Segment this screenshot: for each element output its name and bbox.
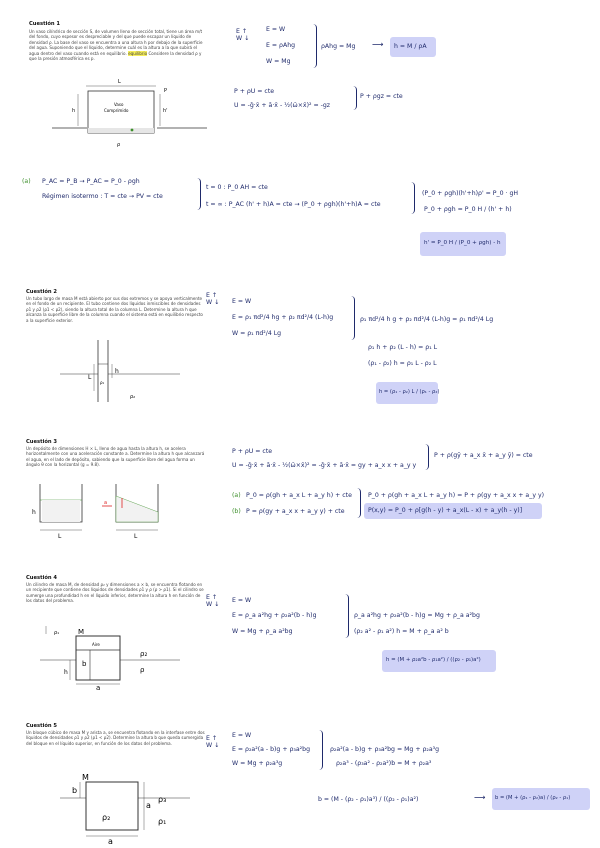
q5-arrow-label: E ↑ W ↓ — [206, 735, 220, 749]
q4-figure — [40, 624, 180, 690]
q5-brace — [318, 730, 323, 770]
q1-fig-vaso: Vaso — [114, 102, 124, 107]
q2-fig-h: h — [115, 368, 119, 375]
q3-p1: P + ρU = cte — [232, 448, 273, 455]
q4-fig-rho1: ρ₁ — [54, 630, 60, 636]
q1b-c1: t = 0 : P_0 AH = cte — [206, 184, 268, 191]
q2-result-box — [376, 382, 438, 404]
q1-title: Cuestión 1 — [29, 21, 61, 27]
q1-result: h = M / ρA — [394, 43, 427, 50]
q4-eq2: E = ρ_a a²hg + ρ₂a²(b - h)g — [232, 612, 317, 619]
q3-brace — [424, 444, 429, 470]
q5-result-box — [492, 788, 590, 810]
q4-arrow-label: E ↑ W ↓ — [206, 594, 220, 608]
q5-r2: ρ₂a³ - (ρ₃a² - ρ₂a²)b = M + ρ₂a³ — [336, 760, 432, 767]
q1b-l1: P_AC = P_B → P_AC = P_0 - ρgh — [42, 178, 140, 185]
q4-r2: (ρ₂ a² - ρ₁ a²) h = M + ρ_a a² b — [354, 628, 449, 635]
q3-title: Cuestión 3 — [26, 439, 58, 445]
q2-statement: Un tubo largo de masa M está abierto por sus dos extremos y se apoya verticalmente en el fondo de un recipiente. El tubo contiene dos líquidos inmiscibles de densidades ρ1 y ρ2 (ρ1 < ρ2), siendo la altura total de la columna L. Determine la altura h que alcanza la superficie libre de la columna cuando el sistema está en equilibrio respecto a la superficie exterior. — [26, 296, 203, 323]
q4-result-box — [382, 650, 496, 672]
q1-fig-h: h — [72, 108, 76, 114]
q4-fig-b: b — [82, 660, 87, 668]
q2-fig-p2: ρ₂ — [130, 394, 136, 400]
q4-fig-a: a — [96, 684, 101, 690]
q1-fig-rho: ρ — [117, 142, 121, 148]
q1-result-box — [390, 37, 436, 57]
q4-result: h = (M + ρ₂a²b - ρ₁a²) / ((ρ₂ - ρ₁)a²) — [386, 657, 481, 663]
q3-figure — [30, 478, 200, 540]
q2-r1: ρ₁ πd²/4 h g + ρ₂ πd²/4 (L-h)g = ρ₁ πd²/4 Lg — [360, 316, 494, 323]
q1-figure — [52, 76, 212, 154]
q1-arrow: ⟶ — [372, 40, 384, 49]
q1b-brace1 — [196, 178, 201, 210]
q3-a-eq: P_0 = ρ(gh + a_x L + a_y h) + cte — [246, 492, 352, 499]
q1-arrow-label: E ↑ W ↓ — [236, 28, 250, 42]
q4-r1: ρ_a a²hg + ρ₂a²(b - h)g = Mg + ρ_a a²bg — [354, 612, 480, 619]
q1-brace2 — [352, 86, 357, 110]
q1b-c2: t = ∞ : P_AC (h' + h)A = cte → (P_0 + ρgh)(h'+h)A = cte — [206, 201, 381, 208]
q1-eq3: W = Mg — [266, 58, 291, 65]
q1-fig-comp: Comprimido — [104, 108, 129, 113]
q1b-result-box — [420, 232, 506, 256]
q3-brace2 — [356, 488, 361, 518]
q2-arrow-label: E ↑ W ↓ — [206, 292, 220, 306]
q3-a-label: (a) — [232, 492, 241, 499]
q5-figure — [60, 768, 190, 844]
q3-fig-a: a — [104, 500, 108, 506]
q5-eq2: E = ρ₂a²(a - b)g + ρ₃a²bg — [232, 746, 311, 753]
q4-statement: Un cilindro de masa M, de densidad ρ₂ y dimensiones a × b, se encuentra flotando en un recipiente que contiene dos líquidos de densidades ρ1 y ρ (ρ > ρ1). Si el cilindro se sumerge una profundidad h en el líquido inferior, determine la altura h en función de los datos del problema. — [26, 582, 204, 604]
q5-mid: b = (M - (ρ₂ - ρ₁)a³) / ((ρ₂ - ρ₁)a²) — [318, 796, 419, 803]
q4-brace — [344, 594, 349, 638]
q4-fig-rho: ρ — [140, 666, 145, 674]
q5-eq3: W = Mg + ρ₂a³g — [232, 760, 283, 767]
q3-result-box — [364, 503, 542, 519]
q3-rhs: P + ρ(gȳ + a_x x̄ + a_y ȳ) = cte — [434, 452, 533, 459]
q1-text-end: Considere la densidad ρ y que la presión atmosférica es p. — [29, 50, 202, 62]
q3-b-eq: P = ρ(gy + a_x x + a_y y) + cte — [246, 508, 345, 515]
q3-fig-L: L — [58, 533, 62, 540]
q2-title: Cuestión 2 — [26, 289, 58, 295]
q5-fig-rho3: ρ₃ — [158, 795, 167, 804]
q2-result: h = (ρ₁ - ρ₂) L / (ρ₁ - ρ₂) — [379, 389, 440, 395]
q1b-r2: P_0 + ρgh = P_0 H / (h' + h) — [424, 206, 512, 213]
q2-r2: ρ₁ h + ρ₂ (L - h) = ρ₁ L — [368, 344, 438, 351]
q1-fig-hp: h' — [163, 108, 168, 114]
q5-statement: Un bloque cúbico de masa M y arista a, se encuentra flotando en la interfase entre dos líquidos de densidades ρ1 y ρ2 (ρ1 < ρ2). Determine la altura b que queda sumergida del bloque en el líquido superior, en función de los datos del problema. — [26, 730, 205, 746]
q4-fig-air: Aire — [92, 642, 100, 647]
q3-p2: U = -ḡ·x̄ + ā·x̄ - ½(ω̄×x̄)² = -ḡ·x̄ + ā·x̄ = gy + a_x x + a_y y — [232, 462, 417, 469]
q3-fig-L2: L — [134, 533, 138, 540]
q5-arrow: ⟶ — [474, 793, 486, 802]
q5-fig-a1: a — [146, 801, 151, 810]
q1b-r1: (P_0 + ρgh)(h'+h)ρ' = P_0 · gH — [422, 190, 519, 197]
q1-fig-L: L — [118, 79, 121, 85]
q2-fig-L: L — [88, 374, 92, 381]
q1-statement — [29, 29, 207, 61]
q1-fig-P: P — [164, 88, 168, 94]
q5-fig-rho1: ρ₁ — [158, 817, 167, 826]
q1-p3: P + ρgz = cte — [360, 93, 403, 100]
q2-r3: (ρ₁ - ρ₂) h = ρ₁ L - ρ₂ L — [368, 360, 437, 367]
q1b-brace2 — [410, 182, 415, 214]
q2-fig-p1: ρ₁ — [100, 380, 105, 385]
q5-fig-b: b — [72, 786, 78, 795]
q1-p2: U = -ḡ·x̄ + ā·x̄ - ½(ω̄×x̄)² = -gz — [234, 102, 330, 109]
q1b-result: h' = P_0 H / (P_0 + ρgh) - h — [424, 240, 501, 246]
q1b-l2: Régimen isotermo : T = cte → PV = cte — [42, 193, 163, 200]
q5-title: Cuestión 5 — [26, 723, 58, 729]
q1-brace — [312, 24, 317, 68]
q5-r1: ρ₂a²(a - b)g + ρ₃a²bg = Mg + ρ₂a³g — [330, 746, 440, 753]
q2-figure — [60, 336, 180, 406]
q4-fig-rho2: ρ₂ — [140, 650, 148, 658]
q1-highlight: equilibrio — [128, 50, 148, 56]
q2-brace — [350, 296, 355, 340]
q3-fig-h: h — [32, 509, 36, 516]
q2-eq1: E = W — [232, 298, 252, 305]
q1-mid: ρAhg = Mg — [321, 43, 356, 50]
q4-eq1: E = W — [232, 597, 252, 604]
q1-eq1: E = W — [266, 26, 286, 33]
q2-eq3: W = ρ₁ πd²/4 Lg — [232, 330, 282, 337]
q1-eq2: E = ρAhg — [266, 42, 296, 49]
q5-fig-a2: a — [108, 837, 113, 844]
q5-eq1: E = W — [232, 732, 252, 739]
q4-fig-M: M — [78, 628, 85, 636]
q4-eq3: W = Mg + ρ_a a²bg — [232, 628, 293, 635]
q2-eq2: E = ρ₁ πd²/4 hg + ρ₂ πd²/4 (L-h)g — [232, 314, 334, 321]
q4-title: Cuestión 4 — [26, 575, 58, 581]
q3-b-label: (b) — [232, 508, 241, 515]
q1b-label: (a) — [22, 178, 31, 185]
q5-result: b = (M + (ρ₁ - ρ₂)a) / (ρ₂ - ρ₁) — [495, 795, 571, 801]
q3-result: P(x,y) = P_0 + ρ[g(h - y) + a_x(L - x) + a_y(h - y)] — [368, 507, 523, 514]
q1-text: Un vaso cilíndrico de sección S, de volumen lleno de sección total, tiene un área m/t del fondo, cuyo espesor es despreciable y del que puede escapar un líquido de densidad ρ. La base del vaso se encuentra a una altura h por debajo de la superficie del agua. Suponiendo que el líquido, determine cuál es la altura a la que subirá el agua dentro del vaso cuando está en equilibrio. — [29, 29, 203, 56]
q4-fig-h: h — [64, 669, 68, 676]
q1-p1: P + ρU = cte — [234, 88, 275, 95]
q5-fig-rho2: ρ₂ — [102, 813, 111, 822]
q3-statement: Un depósito de dimensiones H × L, lleno de agua hasta la altura h, se acelera horizontalmente con una aceleración constante a. Determine la altura h que alcanzará el agua, en el lado de depósito, sabiendo que la superficie libre del agua forma un ángulo θ con la horizontal (g = 9.8). — [26, 446, 205, 468]
q3-r1: P_0 + ρ(gh + a_x L + a_y h) = P + ρ(gy + a_x x + a_y y) — [368, 492, 545, 499]
q5-fig-M: M — [82, 773, 89, 782]
